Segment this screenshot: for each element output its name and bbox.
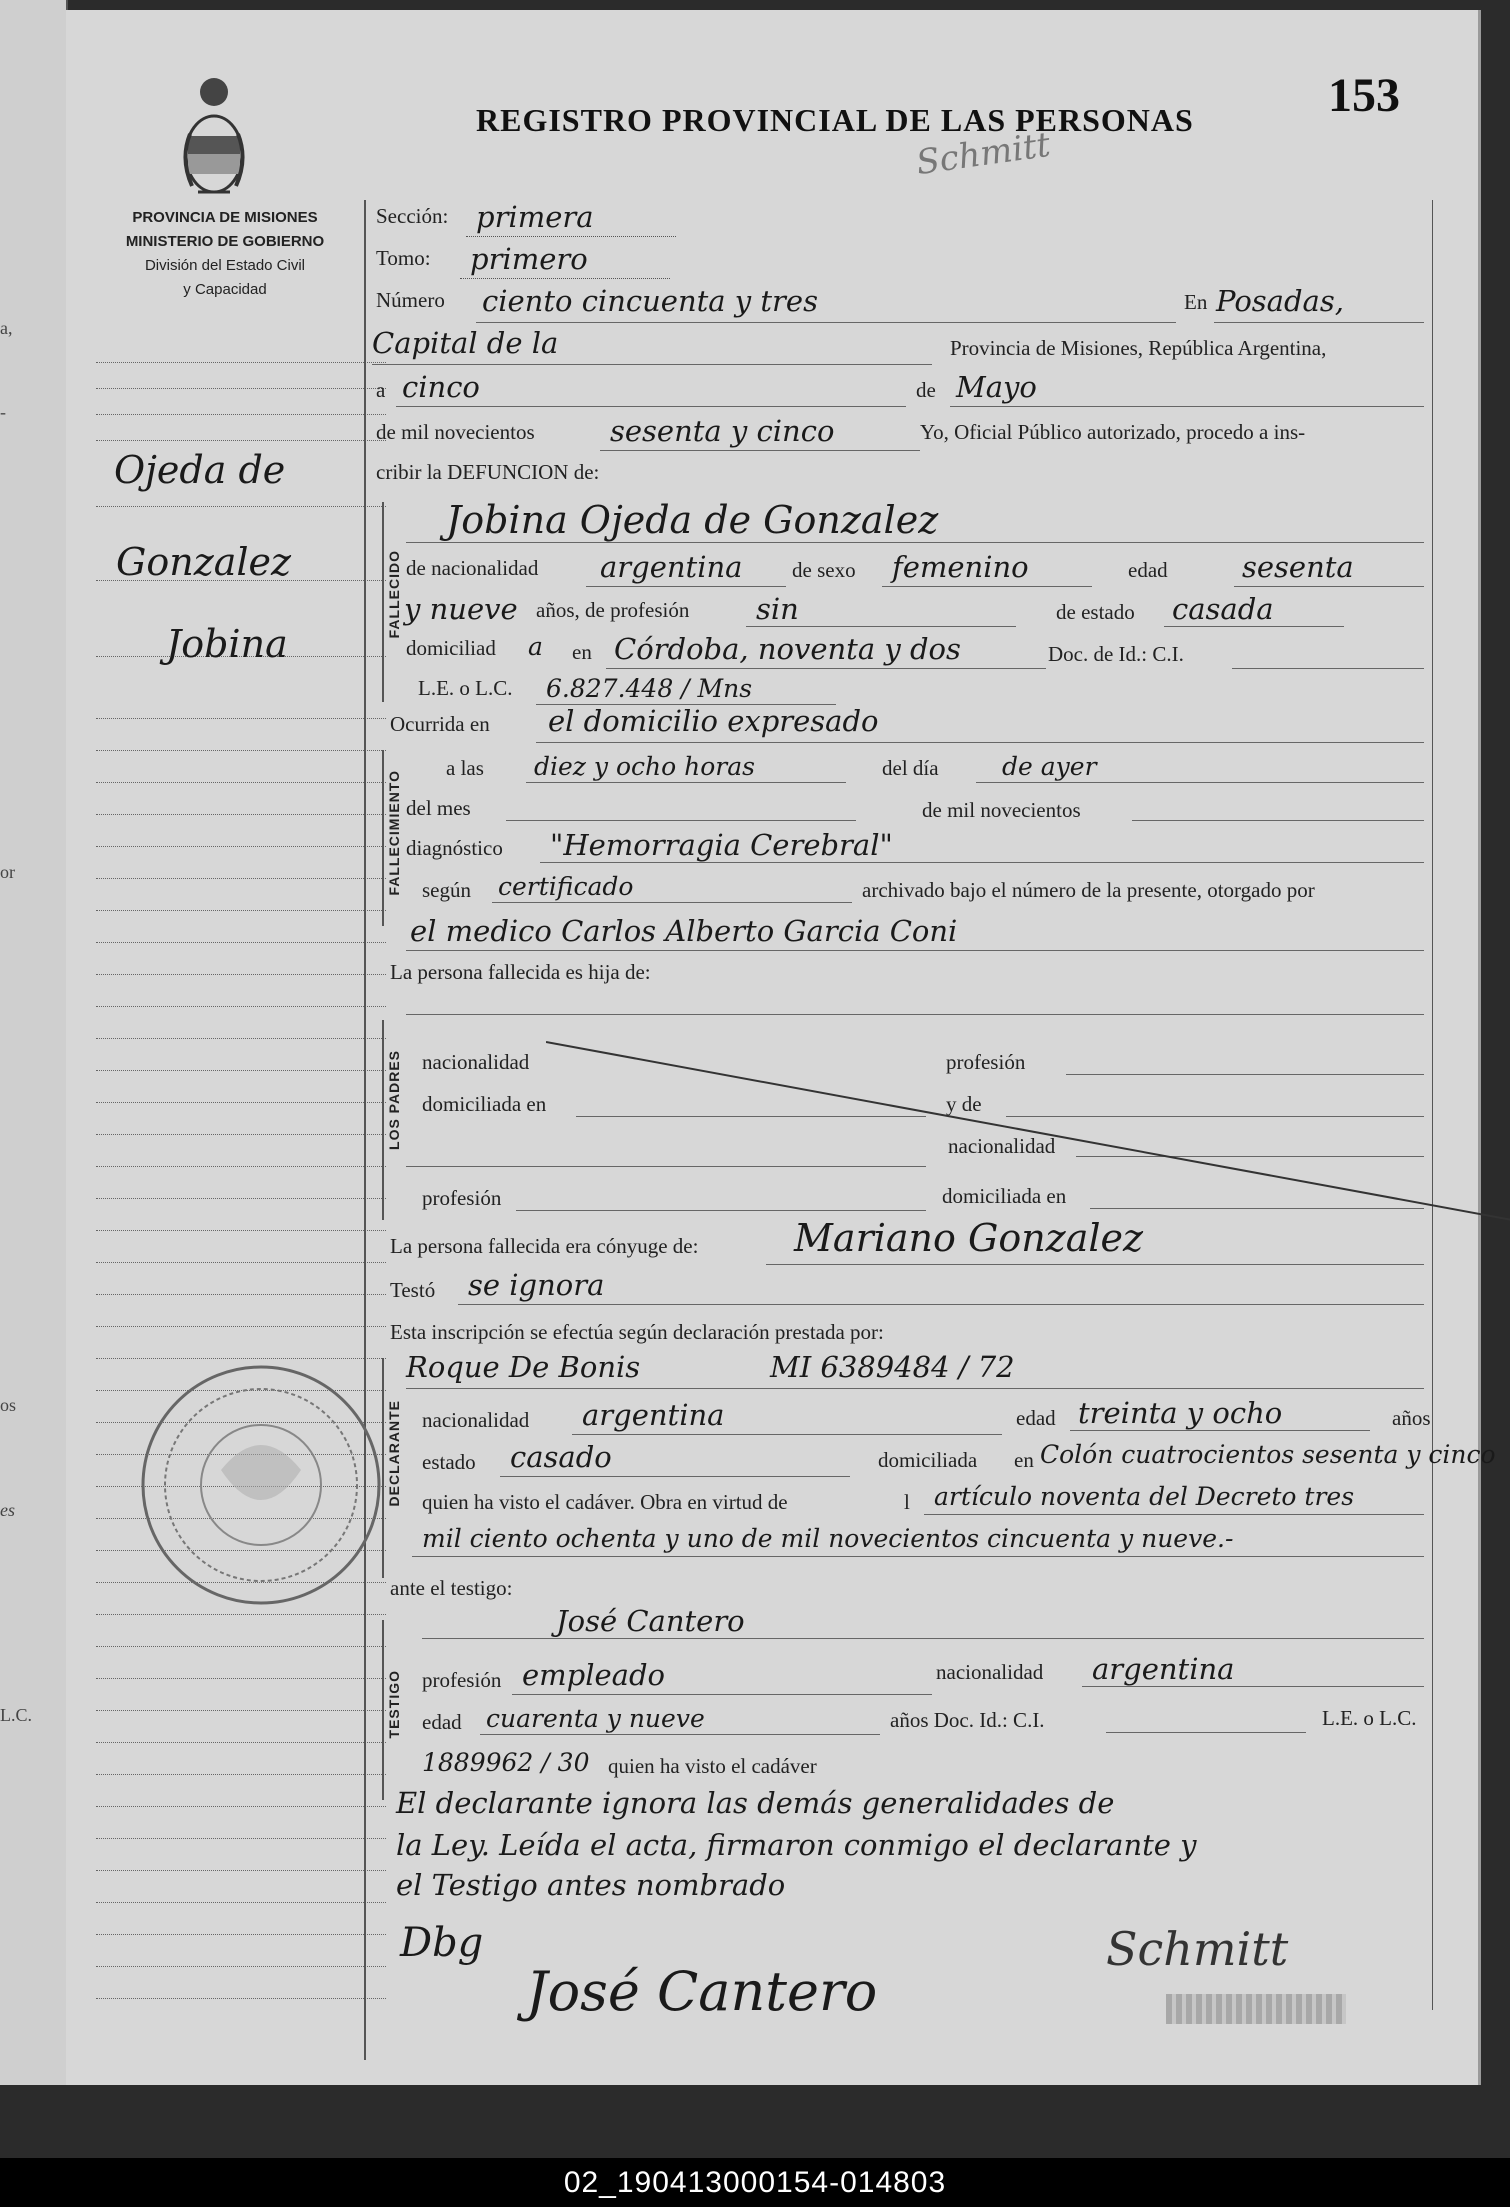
org-division: División del Estado Civil [144, 257, 306, 274]
hija-label: La persona fallecida es hija de: [390, 960, 651, 984]
dia-value: cinco [402, 370, 480, 404]
adjacent-fragment: a, [0, 318, 13, 338]
testigo-profesion-label: profesión [422, 1668, 502, 1692]
declarante-virtud-suffix: l [904, 1490, 910, 1514]
padres-tab: LOS PADRES [386, 1050, 402, 1150]
fallecido-domiciliad-suffix: a [528, 632, 543, 661]
padres-domiciliada2-label: domiciliada en [942, 1184, 1067, 1208]
del-mes-label: del mes [406, 796, 471, 820]
segun-label: según [422, 878, 471, 902]
de-label: de [916, 378, 936, 402]
adjacent-fragment: L.C. [0, 1705, 33, 1725]
declarante-estado-value: casado [510, 1440, 612, 1474]
mil-label: de mil novecientos [376, 420, 535, 444]
signature-testigo: José Cantero [526, 1960, 878, 2023]
anio-value: sesenta y cinco [610, 414, 835, 448]
adjacent-fragment: os [0, 1395, 17, 1415]
declarante-decreto-value: mil ciento ochenta y uno de mil novecientos cincuenta y nueve.- [422, 1524, 1234, 1553]
adjacent-page-edge [0, 0, 68, 2085]
adjacent-fragment: es [0, 1500, 15, 1520]
testigo-le-label: L.E. o L.C. [1322, 1706, 1417, 1730]
ciudad-value: Posadas, [1216, 284, 1344, 318]
fallecido-estado-label: de estado [1056, 600, 1135, 624]
declarante-domiciliada-label: domiciliada [878, 1448, 978, 1472]
declarante-quien-text: quien ha visto el cadáver. Obra en virtud de [422, 1490, 788, 1514]
header-scribble: Schmitt [913, 124, 1053, 184]
image-id-footer: 02_190413000154-014803 [0, 2158, 1510, 2207]
official-stamp [1166, 1994, 1346, 2024]
fallecido-doc-label: Doc. de Id.: C.I. [1048, 642, 1184, 666]
declarante-mi: MI 6389484 / 72 [770, 1350, 1015, 1384]
a-label: a [376, 378, 386, 402]
org-capacity: y Capacidad [183, 281, 267, 298]
a-las-label: a las [446, 756, 484, 780]
cancellation-line [546, 1040, 1510, 1230]
tomo-label: Tomo: [376, 246, 431, 270]
adjacent-fragment: - [0, 402, 6, 422]
padres-nacionalidad-label: nacionalidad [422, 1050, 530, 1074]
fallecido-estado-value: casada [1172, 592, 1274, 626]
fallecido-tab: FALLECIDO [386, 550, 402, 639]
signature-oficial: Schmitt [1106, 1922, 1289, 1976]
margin-name-line1: Ojeda de [114, 448, 286, 492]
inscribir-text: cribir la DEFUNCION de: [376, 460, 600, 484]
signature-left: Dbg [400, 1920, 484, 1966]
margin-name-line3: Jobina [166, 622, 288, 666]
declarante-edad-label: edad [1016, 1406, 1056, 1430]
coat-of-arms-icon [178, 74, 250, 204]
capital-value: Capital de la [372, 326, 559, 360]
segun-value: certificado [498, 872, 634, 901]
provincia-text: Provincia de Misiones, República Argentina, [950, 336, 1327, 360]
fallecido-nacionalidad-label: de nacionalidad [406, 556, 539, 580]
testigo-nombre: José Cantero [556, 1604, 745, 1638]
numero-value: ciento cincuenta y tres [482, 284, 818, 318]
testo-label: Testó [390, 1278, 436, 1302]
numero-label: Número [376, 288, 445, 312]
record-sheet [66, 10, 1496, 2085]
padres-profesion2-label: profesión [422, 1186, 502, 1210]
conyuge-label: La persona fallecida era cónyuge de: [390, 1234, 699, 1258]
fallecido-en-label: en [572, 640, 592, 664]
registry-seal-icon [136, 1360, 386, 1610]
hora-value: diez y ocho horas [534, 752, 755, 781]
testigo-quien-label: quien ha visto el cadáver [608, 1754, 817, 1778]
dia-value: de ayer [1002, 752, 1097, 781]
declarante-nacionalidad-label: nacionalidad [422, 1408, 530, 1432]
fallecido-le-label: L.E. o L.C. [418, 676, 513, 700]
declarante-edad-value: treinta y ocho [1078, 1396, 1283, 1430]
fallecido-sexo-value: femenino [892, 550, 1029, 584]
mes-value: Mayo [956, 370, 1037, 404]
org-province: PROVINCIA DE MISIONES [132, 209, 318, 226]
folio-number: 153 [1328, 69, 1400, 122]
declarante-en-label: en [1014, 1448, 1034, 1472]
declarante-nacionalidad-value: argentina [582, 1398, 725, 1432]
inscripcion-text: Esta inscripción se efectúa según declaración prestada por: [390, 1320, 884, 1344]
declarante-nombre: Roque De Bonis [406, 1350, 641, 1384]
declarante-anios-label: años [1392, 1406, 1431, 1430]
oficial-text: Yo, Oficial Público autorizado, procedo a ins- [920, 420, 1306, 444]
fallecido-sexo-label: de sexo [792, 558, 856, 582]
diagnostico-label: diagnóstico [406, 836, 503, 860]
testigo-anios-doc-label: años Doc. Id.: C.I. [890, 1708, 1045, 1732]
testigo-doc-value: 1889962 / 30 [422, 1748, 590, 1777]
archivado-text: archivado bajo el número de la presente, otorgado por [862, 878, 1315, 902]
fallecimiento-tab: FALLECIMIENTO [386, 770, 402, 896]
testigo-nacionalidad-label: nacionalidad [936, 1660, 1044, 1684]
testigo-nacionalidad-value: argentina [1092, 1652, 1235, 1686]
fallecido-edad-value: sesenta [1242, 550, 1354, 584]
fallecido-le-value: 6.827.448 / Mns [546, 674, 753, 703]
diagnostico-value: "Hemorragia Cerebral" [550, 828, 893, 862]
declarante-estado-label: estado [422, 1450, 476, 1474]
fallecido-domicilio-value: Córdoba, noventa y dos [614, 632, 961, 666]
ante-testigo-label: ante el testigo: [390, 1576, 513, 1600]
padres-y-de-label: y de [946, 1092, 982, 1116]
padres-domiciliada-label: domiciliada en [422, 1092, 547, 1116]
de-mil-label: de mil novecientos [922, 798, 1081, 822]
testo-value: se ignora [468, 1268, 605, 1302]
margin-name-line2: Gonzalez [116, 540, 292, 584]
seccion-value: primera [476, 200, 594, 234]
fallecido-profesion-value: sin [756, 592, 799, 626]
conyuge-value: Mariano Gonzalez [794, 1216, 1144, 1260]
fallecido-edad-value-cont: y nueve [404, 592, 518, 626]
adjacent-fragment: or [0, 862, 15, 882]
declarante-tab: DECLARANTE [386, 1400, 402, 1507]
en-label: En [1184, 290, 1208, 314]
fallecido-anios-prof-label: años, de profesión [536, 598, 690, 622]
closing-line1: El declarante ignora las demás generalidades de [396, 1786, 1115, 1820]
fallecido-nombre: Jobina Ojeda de Gonzalez [446, 498, 939, 542]
testigo-edad-label: edad [422, 1710, 462, 1734]
org-ministry: MINISTERIO DE GOBIERNO [125, 233, 325, 250]
seccion-label: Sección: [376, 204, 449, 228]
registry-title: REGISTRO PROVINCIAL DE LAS PERSONAS [476, 102, 1194, 138]
testigo-tab: TESTIGO [386, 1670, 402, 1739]
fallecido-domiciliad-label: domiciliad [406, 636, 496, 660]
padres-nacionalidad2-label: nacionalidad [948, 1134, 1056, 1158]
testigo-profesion-value: empleado [522, 1658, 665, 1692]
organization-block [90, 206, 360, 302]
ocurrida-value: el domicilio expresado [548, 704, 879, 738]
declarante-domicilio-value: Colón cuatrocientos sesenta y cinco [1040, 1440, 1496, 1469]
fallecido-edad-label: edad [1128, 558, 1168, 582]
padres-profesion-label: profesión [946, 1050, 1026, 1074]
del-dia-label: del día [882, 756, 939, 780]
closing-line2: la Ley. Leída el acta, firmaron conmigo el declarante y [396, 1828, 1197, 1862]
closing-line3: el Testigo antes nombrado [396, 1868, 786, 1902]
declarante-articulo-value: artículo noventa del Decreto tres [934, 1482, 1355, 1511]
tomo-value: primero [470, 242, 588, 276]
ocurrida-label: Ocurrida en [390, 712, 490, 736]
testigo-edad-value: cuarenta y nueve [486, 1704, 705, 1733]
fallecido-nacionalidad-value: argentina [600, 550, 743, 584]
medico-value: el medico Carlos Alberto Garcia Coni [410, 914, 958, 948]
